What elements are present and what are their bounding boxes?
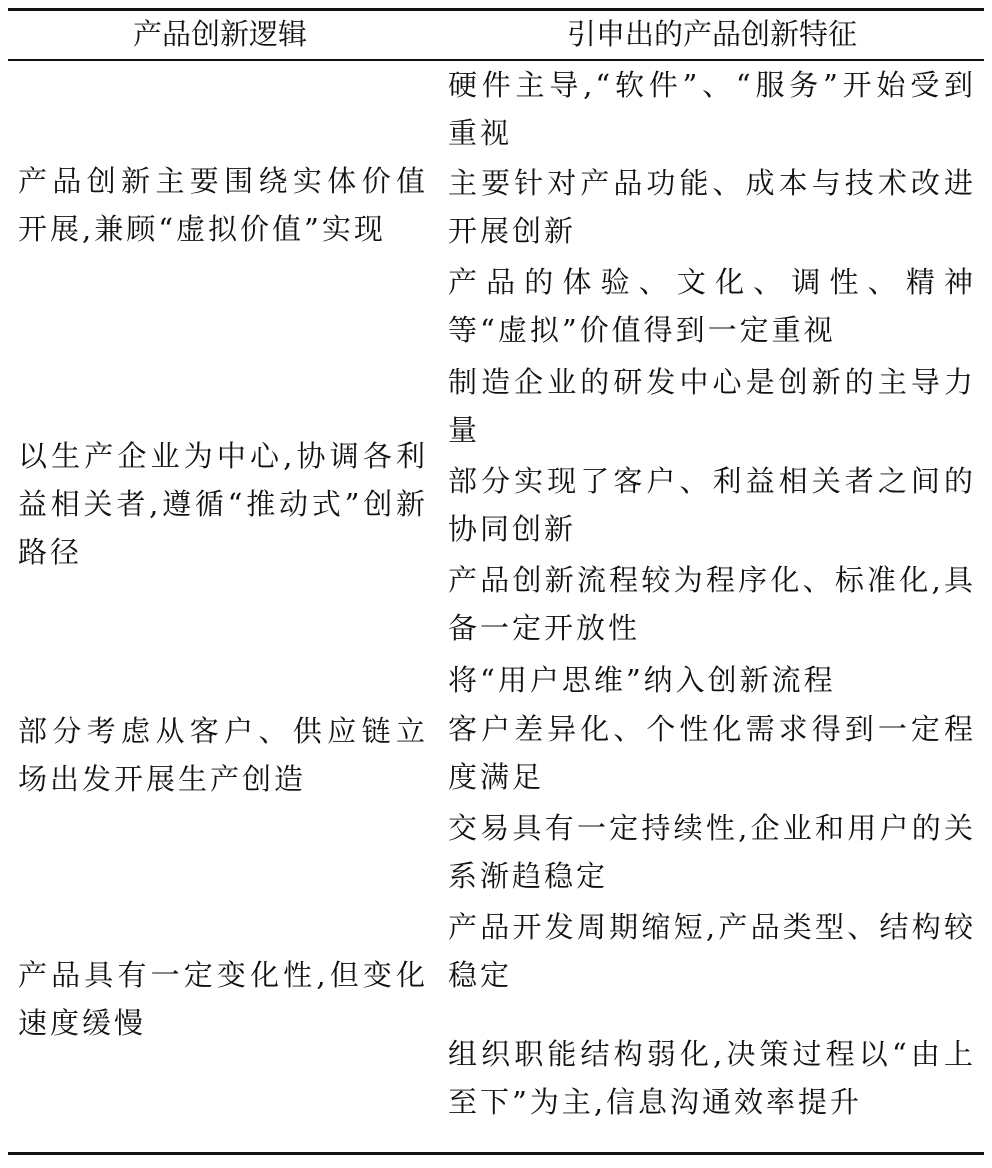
row-1-logic: 产品创新主要围绕实体价值开展,兼顾“虚拟价值”实现	[18, 164, 428, 246]
row-3-logic: 部分考虑从客户、供应链立场出发开展生产创造	[18, 714, 428, 796]
row-2-logic: 以生产企业为中心,协调各利益相关者,遵循“推动式”创新路径	[18, 439, 428, 569]
row-3-feature-1: 将“用户思维”纳入创新流程	[448, 663, 836, 697]
row-2-feature-3: 产品创新流程较为程序化、标准化,具备一定开放性	[448, 563, 976, 645]
row-2-feature-2: 部分实现了客户、利益相关者之间的协同创新	[448, 464, 976, 546]
row-1-feature-3: 产品的体验、文化、调性、精神等“虚拟”价值得到一定重视	[448, 265, 976, 347]
row-1-feature-2: 主要针对产品功能、成本与技术改进开展创新	[448, 166, 976, 248]
row-3-feature-2: 客户差异化、个性化需求得到一定程度满足	[448, 712, 976, 794]
row-2-feature-1: 制造企业的研发中心是创新的主导力量	[448, 365, 976, 447]
row-4-logic: 产品具有一定变化性,但变化速度缓慢	[18, 958, 428, 1040]
row-4-feature-2: 组织职能结构弱化,决策过程以“由上至下”为主,信息沟通效率提升	[448, 1037, 976, 1119]
row-4-feature-1: 产品开发周期缩短,产品类型、结构较稳定	[448, 910, 976, 992]
row-3-feature-3: 交易具有一定持续性,企业和用户的关系渐趋稳定	[448, 811, 976, 893]
bottom-rule	[8, 1152, 984, 1155]
row-1-feature-1: 硬件主导,“软件”、“服务”开始受到重视	[448, 68, 976, 150]
header-innovation-features: 引申出的产品创新特征	[566, 17, 857, 51]
header-innovation-logic: 产品创新逻辑	[132, 17, 307, 51]
